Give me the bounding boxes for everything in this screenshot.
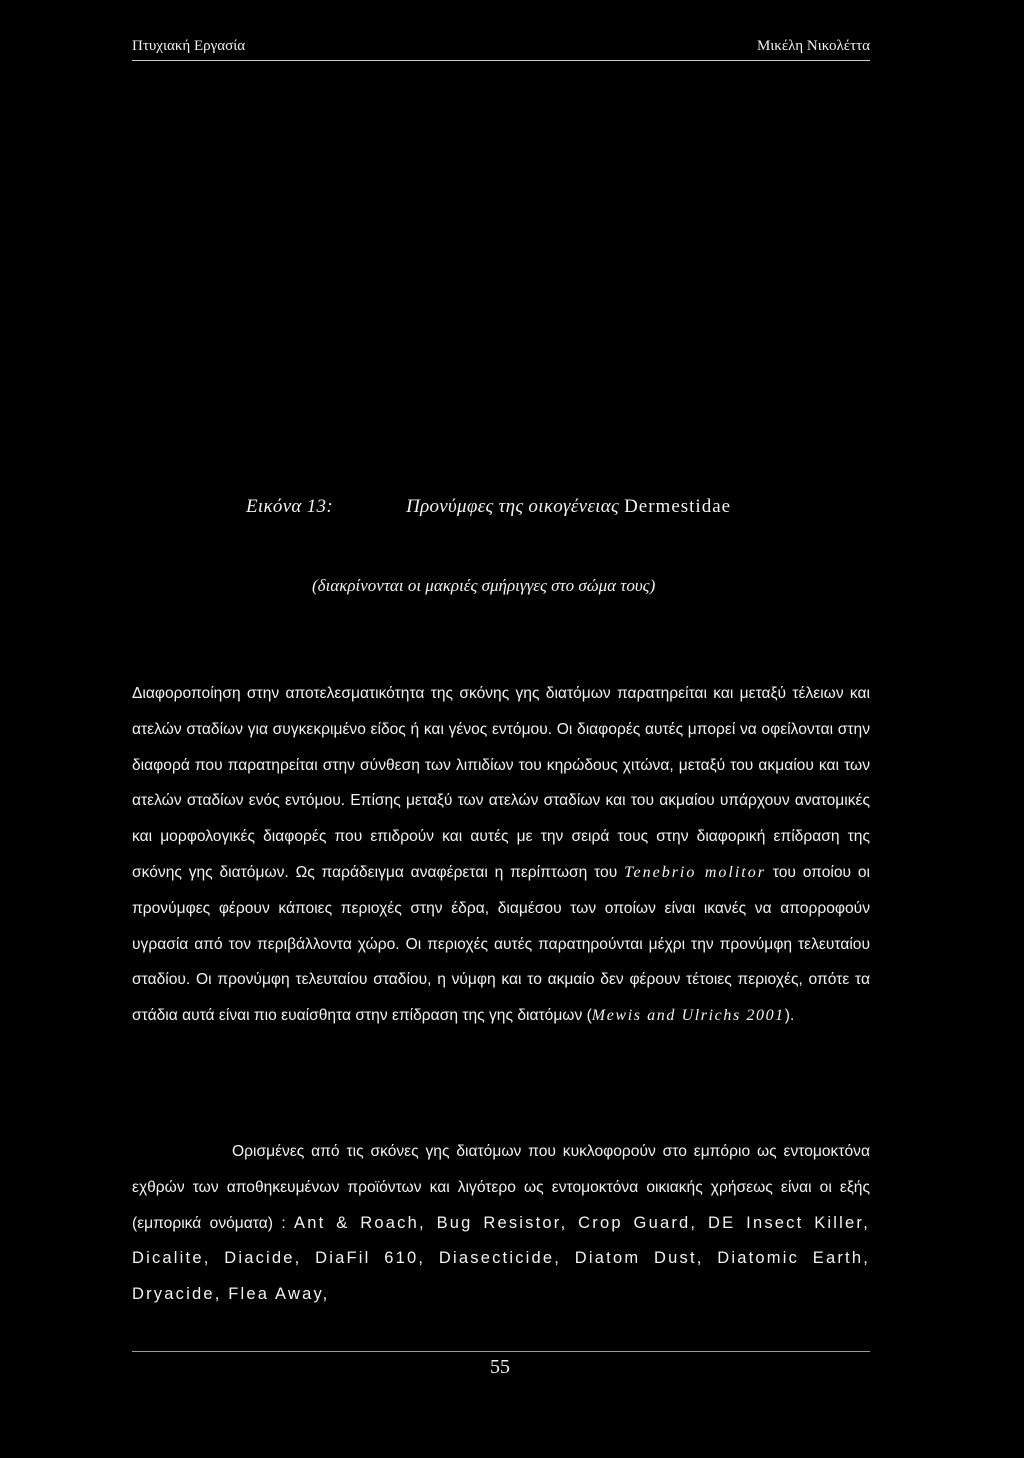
- paragraph-2-text: Ορισμένες από τις σκόνες γης διατόμων που κυκλοφορούν στο εμπόριο ως εντομοκτόνα εχθρών των αποθηκευμένων προϊόντων και λιγότερο ως εντομοκτόνα οικιακής χρήσεως είναι οι εξής (εμπορικά ονόματα) :: [132, 1143, 870, 1232]
- header-title: Πτυχιακή Εργασία: [132, 38, 246, 54]
- paragraph-2: [132, 1134, 870, 1313]
- figure-image-area: [132, 80, 870, 480]
- caption-family: Dermestidae: [624, 496, 732, 517]
- figure-label: Εικόνα 13:: [246, 496, 333, 517]
- paragraph-1-text-cont: του οποίου οι προνύμφες φέρουν κάποιες περιοχές στην έδρα, διαμέσου των οποίων είναι ικανές να απορροφούν υγρασία από τον περιβάλλοντα χώρο. Οι περιοχές αυτές παρατηρούνται μέχρι την προνύμφη τελευταίου σταδίου. Οι προνύμφη τελευταίου σταδίου, η νύμφη και το ακμαίο δεν φέρουν τέτοιες περιοχές, οπότε τα στάδια αυτά είναι πιο ευαίσθητα στην επίδραση της γης διατόμων (: [132, 863, 870, 1025]
- caption-text: Προνύμφες της οικογένειας: [406, 496, 619, 517]
- paragraph-1-end: ).: [784, 1007, 795, 1025]
- figure-caption: [246, 496, 846, 518]
- page-header: [132, 38, 870, 64]
- paragraph-1-text: Διαφοροποίηση στην αποτελεσματικότητα της σκόνης γης διατόμων παρατηρείται και μεταξύ τέλειων και ατελών σταδίων για συγκεκριμένο είδος ή και γένος εντόμου. Οι διαφορές αυτές μπορεί να οφείλονται στην διαφορά που παρατηρείται στην σύνθεση των λιπιδίων του κηρώδους χιτώνα, μεταξύ του ακμαίου και των ατελών σταδίων ενός εντόμου. Επίσης μεταξύ των ατελών σταδίων και του ακμαίου υπάρχουν ανατομικές και μορφολογικές διαφορές που επιδρούν και αυτές με την σειρά τους στην διαφορική επίδραση της σκόνης γης διατόμων. Ως παράδειγμα αναφέρεται η περίπτωση του: [132, 685, 870, 881]
- header-author: Μικέλη Νικολέττα: [756, 38, 870, 54]
- header-rule: [132, 60, 870, 61]
- trade-names: Ant & Roach, Bug Resistor, Crop Guard, DE Insect Killer, Dicalite, Diacide, DiaFil 610, Diasecticide, Diatom Dust, Diatomic Earth, Dryacide, Flea Away,: [132, 1213, 870, 1304]
- figure-subcaption: (διακρίνονται οι μακριές σμήριγγες στο σώμα τους): [312, 576, 656, 595]
- page-number: 55: [490, 1356, 510, 1378]
- footer-rule: [132, 1351, 870, 1352]
- citation: Mewis and Ulrichs 2001: [591, 1007, 785, 1025]
- species-name: Tenebrio molitor: [624, 863, 766, 881]
- paragraph-1: [132, 676, 870, 1034]
